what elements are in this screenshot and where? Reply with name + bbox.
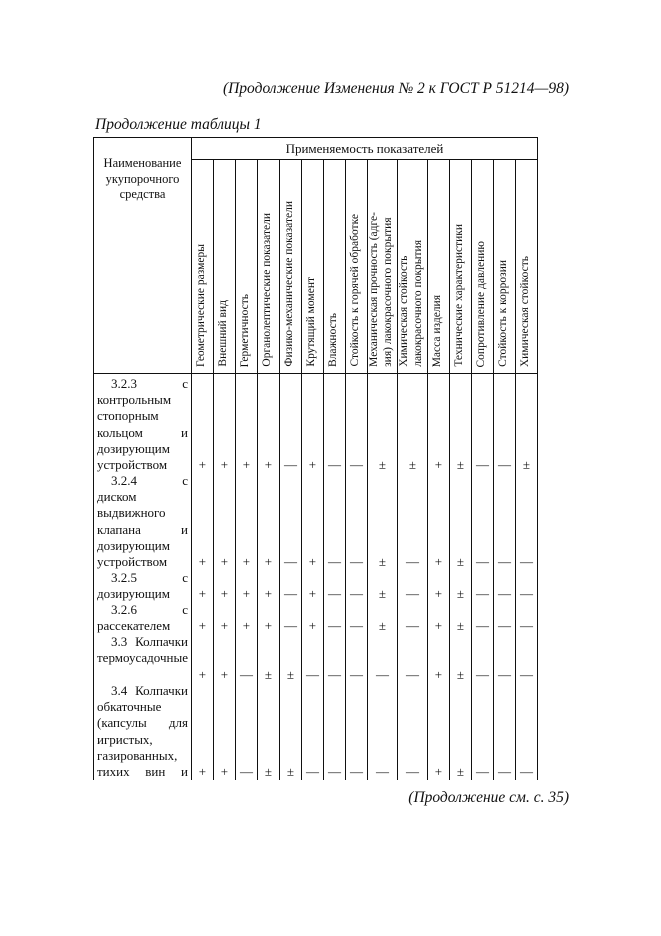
column-header-label: Стойкость к коррозии (497, 260, 510, 367)
indicator-value: — (375, 666, 389, 682)
indicator-value: — (475, 456, 489, 472)
indicator-value: — (405, 763, 419, 779)
indicator-column-cell (213, 374, 235, 781)
indicator-value: — (519, 617, 533, 633)
indicator-value: + (242, 617, 251, 633)
indicator-value: — (283, 617, 297, 633)
indicator-value: — (305, 666, 319, 682)
column-header (279, 160, 301, 374)
indicator-value: + (220, 456, 229, 472)
indicator-value: + (434, 553, 443, 569)
indicator-value: + (198, 553, 207, 569)
indicator-column-cell (471, 374, 493, 781)
indicator-value: + (264, 553, 273, 569)
column-header (493, 160, 515, 374)
column-header-label: Геометрические размеры (195, 244, 208, 367)
indicator-value: + (434, 617, 443, 633)
indicator-value: + (198, 585, 207, 601)
indicator-value: + (242, 456, 251, 472)
indicator-value: + (220, 617, 229, 633)
column-header-label: Крутящий момент (305, 277, 318, 367)
indicator-value: — (497, 763, 511, 779)
indicator-value: — (475, 585, 489, 601)
column-header (367, 160, 397, 374)
indicator-value: — (405, 585, 419, 601)
indicator-column-cell (301, 374, 323, 781)
indicator-value: ± (378, 553, 387, 569)
row-name: 3.4 Колпачки обкаточные (капсулы для игристых, газированных, тихих вин и (97, 683, 188, 780)
indicator-value: + (308, 585, 317, 601)
indicator-value: — (405, 666, 419, 682)
indicator-value: — (349, 585, 363, 601)
indicator-value: ± (456, 617, 465, 633)
indicator-value: — (375, 763, 389, 779)
indicator-value: + (434, 585, 443, 601)
indicator-value: — (497, 456, 511, 472)
indicator-value: — (475, 617, 489, 633)
row-name: 3.2.4 с диском выдвижного клапана и дозирующим устройством (97, 473, 188, 570)
indicator-value: — (519, 763, 533, 779)
column-header-label: Влажность (327, 312, 340, 367)
indicator-value: — (349, 666, 363, 682)
indicator-value: + (242, 585, 251, 601)
table-caption: Продолжение таблицы 1 (95, 116, 262, 133)
indicator-column-cell (427, 374, 449, 781)
row-name: 3.2.5 с дозирующим (97, 570, 188, 602)
indicator-value: ± (456, 456, 465, 472)
indicator-value: — (283, 553, 297, 569)
indicator-value: ± (456, 763, 465, 779)
column-header (427, 160, 449, 374)
column-header (257, 160, 279, 374)
indicator-value: — (327, 763, 341, 779)
indicator-value: — (519, 666, 533, 682)
indicator-value: — (519, 553, 533, 569)
indicator-value: + (308, 617, 317, 633)
indicator-value: + (434, 666, 443, 682)
indicator-column-cell (493, 374, 515, 781)
indicator-value: — (349, 553, 363, 569)
indicator-column-cell (367, 374, 397, 781)
indicator-value: — (349, 763, 363, 779)
indicator-value: ± (286, 666, 295, 682)
column-header-label: Масса изделия (431, 294, 444, 367)
name-column-header (94, 138, 192, 374)
indicator-value: — (349, 617, 363, 633)
column-header-label: Органолептические показатели (261, 213, 274, 367)
indicator-value: + (198, 456, 207, 472)
row-name: 3.3 Колпачки термоусадочные (97, 634, 188, 666)
column-header (213, 160, 235, 374)
indicator-value: + (198, 666, 207, 682)
column-header-label: Физико-механические показатели (283, 201, 296, 367)
indicator-value: + (242, 553, 251, 569)
applicability-group-header: Применяемость показателей (191, 138, 537, 160)
indicator-value: ± (378, 585, 387, 601)
indicator-value: + (198, 763, 207, 779)
indicator-value: — (327, 553, 341, 569)
continuation-footer: (Продолжение см. с. 35) (408, 789, 569, 806)
name-column-header-text: Наименование укупорочного средства (103, 156, 182, 202)
indicator-value: — (283, 585, 297, 601)
indicator-value: + (308, 456, 317, 472)
column-header-label: Герметичность (239, 293, 252, 367)
document-continuation-header: (Продолжение Изменения № 2 к ГОСТ Р 51214—98) (222, 80, 569, 97)
indicator-value: — (475, 763, 489, 779)
column-header (471, 160, 493, 374)
indicator-value: — (497, 585, 511, 601)
column-header-label: Механическая прочность (адге- зия) лакокрасочного покрытия (368, 212, 395, 367)
indicator-value: — (475, 553, 489, 569)
indicator-value: ± (286, 763, 295, 779)
indicator-value: ± (378, 456, 387, 472)
indicator-value: — (497, 617, 511, 633)
indicator-value: + (264, 617, 273, 633)
indicator-value: ± (456, 553, 465, 569)
indicator-value: ± (264, 666, 273, 682)
indicator-value: — (305, 763, 319, 779)
column-header (235, 160, 257, 374)
indicator-column-cell (449, 374, 471, 781)
column-header-label: Внешний вид (217, 300, 230, 367)
indicator-value: — (327, 666, 341, 682)
column-header-label: Стойкость к горячей обработке (349, 214, 362, 367)
indicator-value: — (283, 456, 297, 472)
column-header (345, 160, 367, 374)
indicator-value: + (434, 763, 443, 779)
column-header-label: Технические характеристики (453, 224, 466, 367)
indicator-value: — (349, 456, 363, 472)
indicator-value: — (327, 456, 341, 472)
indicator-value: + (220, 763, 229, 779)
indicator-column-cell (397, 374, 427, 781)
column-header (323, 160, 345, 374)
applicability-table (93, 137, 538, 780)
indicator-value: — (405, 553, 419, 569)
indicator-value: — (239, 763, 253, 779)
indicator-value: ± (264, 763, 273, 779)
column-header-label: Сопротивление давлению (475, 240, 488, 367)
indicator-value: ± (456, 666, 465, 682)
indicator-value: — (405, 617, 419, 633)
indicator-value: + (198, 617, 207, 633)
indicator-value: + (434, 456, 443, 472)
indicator-column-cell (191, 374, 213, 781)
indicator-value: — (497, 666, 511, 682)
indicator-value: — (475, 666, 489, 682)
column-header (515, 160, 537, 374)
column-header (301, 160, 323, 374)
column-header-label: Химическая стойкость лакокрасочного покрытия (398, 240, 425, 367)
indicator-value: ± (408, 456, 417, 472)
column-header-label: Химическая стойкость (519, 255, 532, 367)
indicator-column-cell (345, 374, 367, 781)
column-header (449, 160, 471, 374)
indicator-value: — (327, 617, 341, 633)
indicator-value: + (220, 553, 229, 569)
column-header (397, 160, 427, 374)
indicator-value: + (264, 456, 273, 472)
row-name: 3.2.6 с рассекателем (97, 602, 188, 634)
column-header (191, 160, 213, 374)
indicator-value: ± (522, 456, 531, 472)
indicator-column-cell (279, 374, 301, 781)
indicator-value: + (264, 585, 273, 601)
indicator-value: — (497, 553, 511, 569)
indicator-value: + (220, 666, 229, 682)
indicator-column-cell (323, 374, 345, 781)
indicator-value: + (308, 553, 317, 569)
indicator-column-cell (257, 374, 279, 781)
row-names-cell (94, 374, 192, 781)
row-name: 3.2.3 с контрольным стопорным кольцом и дозирующим устройством (97, 376, 188, 473)
indicator-value: — (327, 585, 341, 601)
indicator-column-cell (515, 374, 537, 781)
indicator-value: — (239, 666, 253, 682)
indicator-value: — (519, 585, 533, 601)
indicator-value: ± (378, 617, 387, 633)
indicator-value: + (220, 585, 229, 601)
indicator-column-cell (235, 374, 257, 781)
indicator-value: ± (456, 585, 465, 601)
